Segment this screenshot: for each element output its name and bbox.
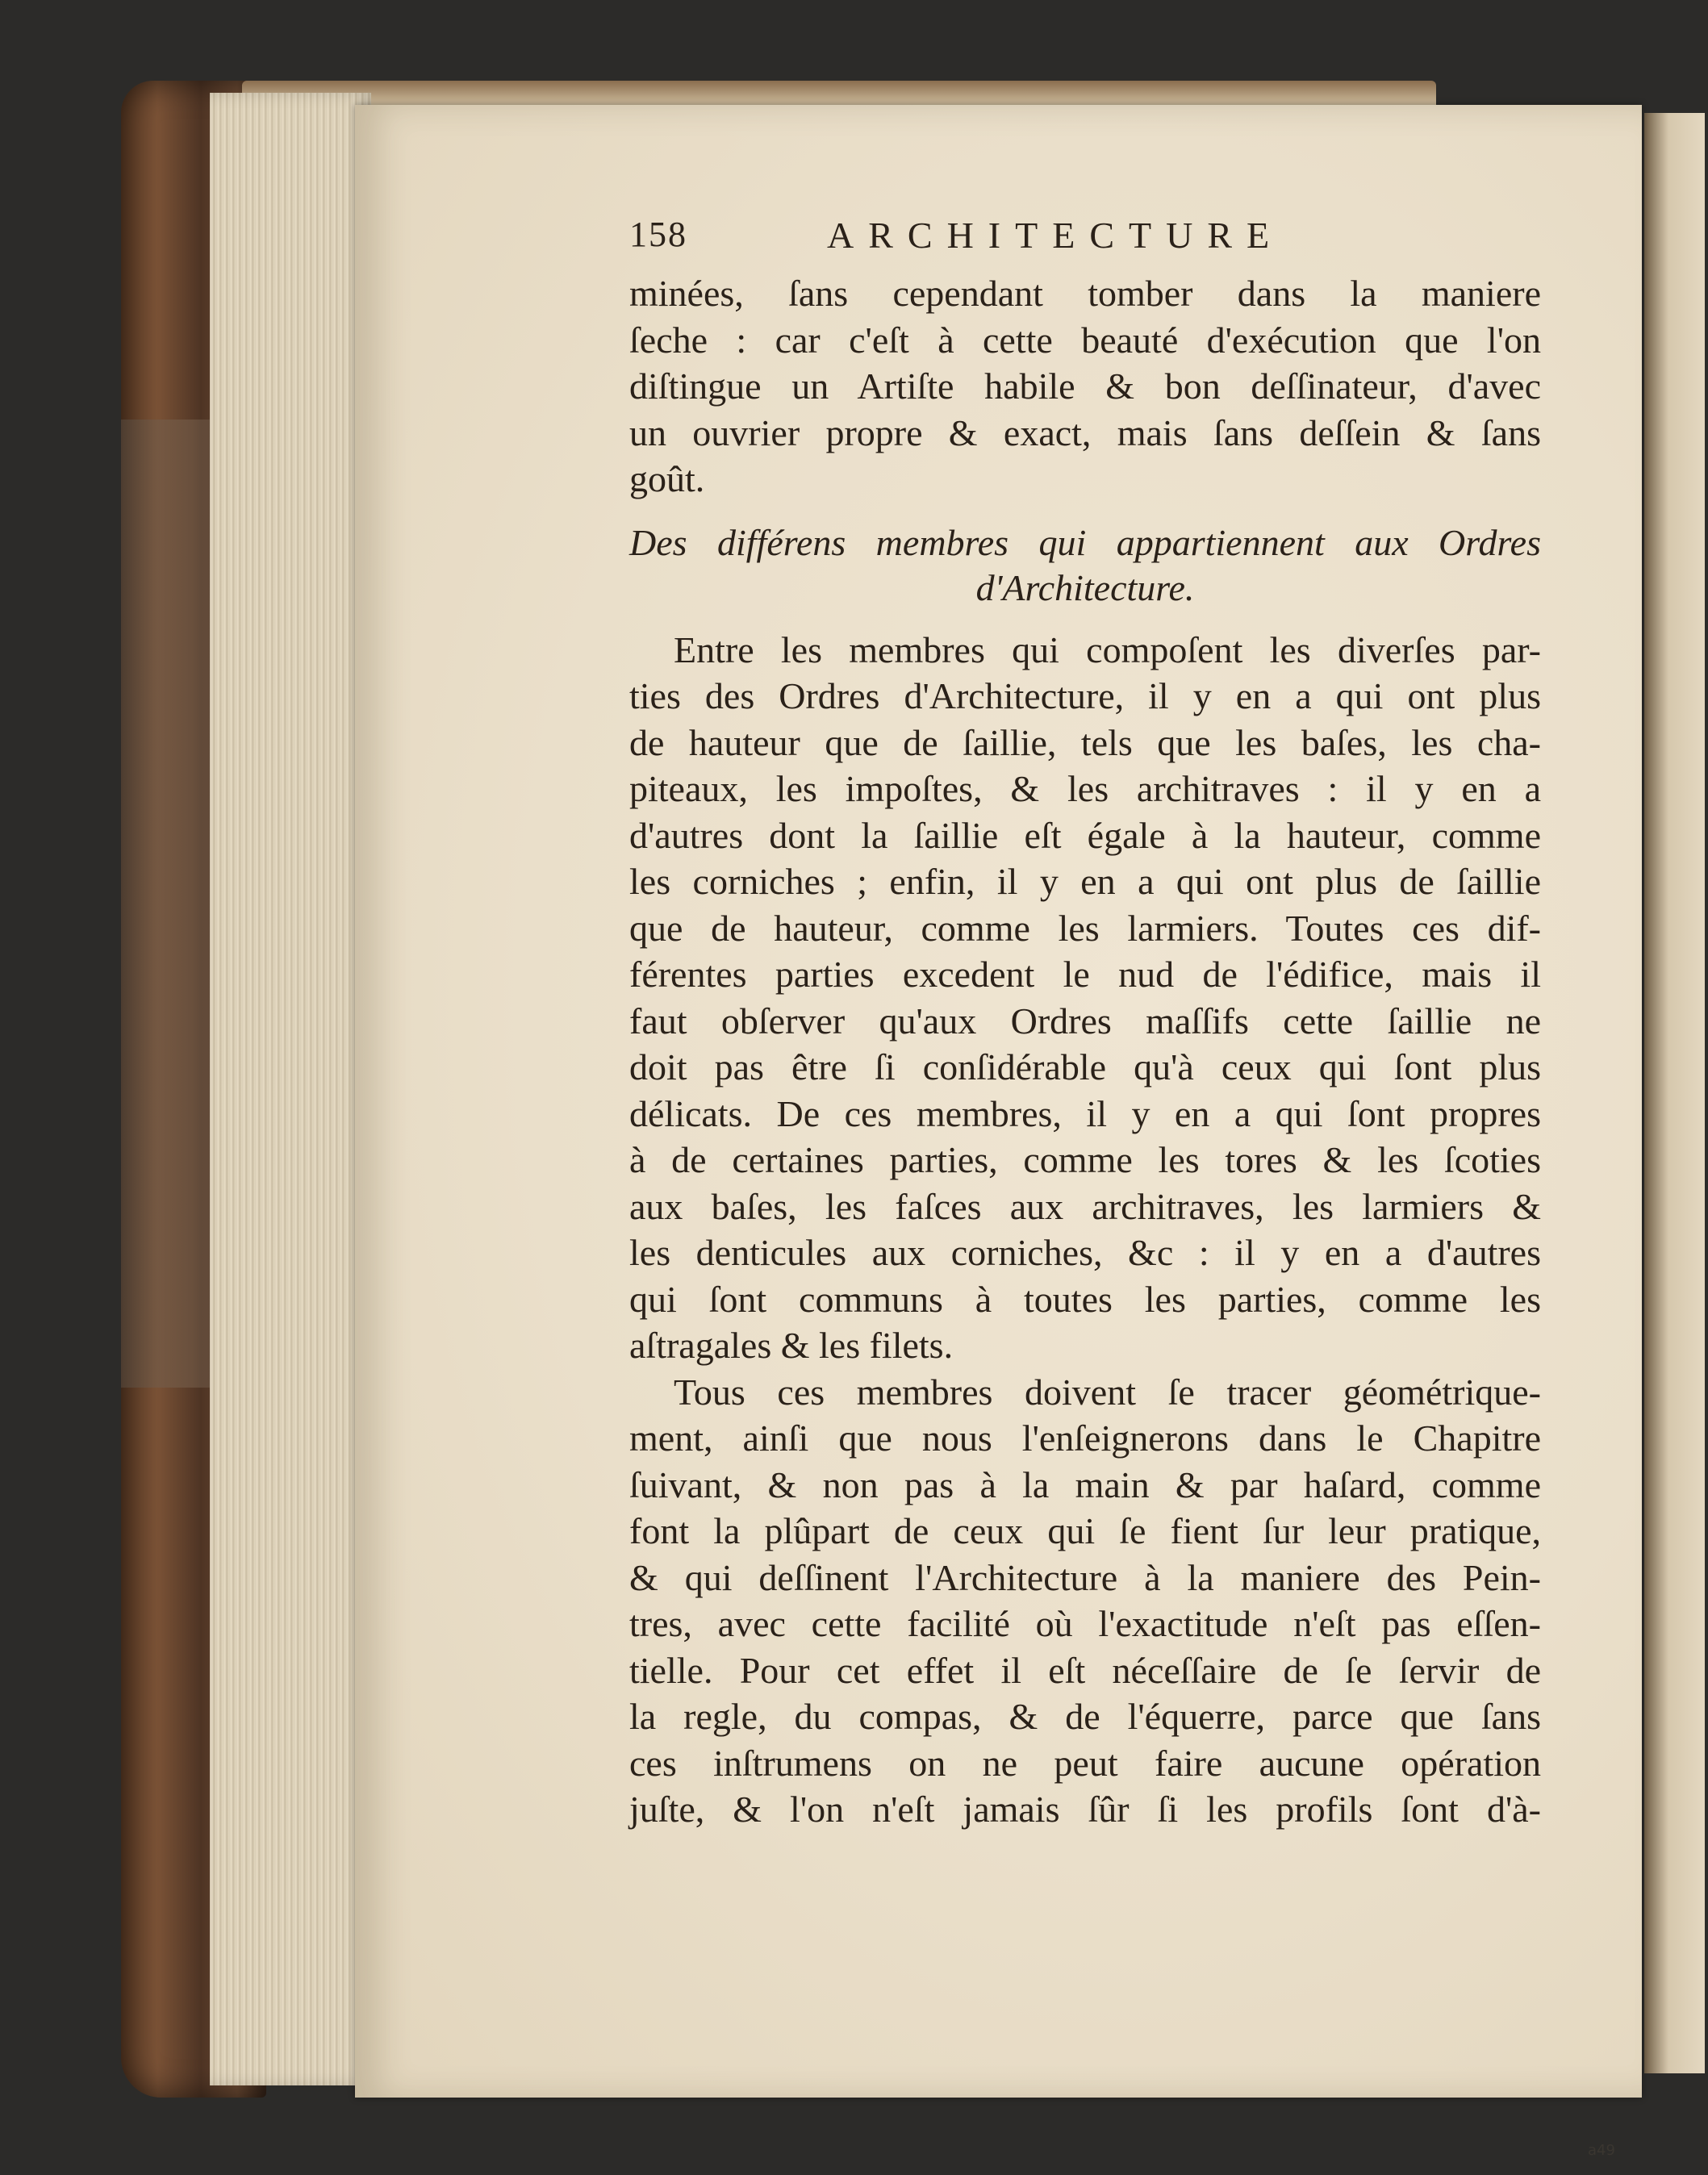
text-line: férentes parties excedent le nud de l'édifice, mais il <box>629 954 1541 995</box>
opening-paragraph <box>629 270 1541 503</box>
text-line: ces inſtrumens on ne peut faire aucune opération <box>629 1742 1541 1784</box>
text-line: ties des Ordres d'Architecture, il y en a qui ont plus <box>629 675 1541 716</box>
text-line: minées, ſans cependant tomber dans la maniere <box>629 273 1541 314</box>
text-line: qui ſont communs à toutes les parties, comme les <box>629 1278 1541 1320</box>
text-line: à de certaines parties, comme les tores & les ſcoties <box>629 1139 1541 1180</box>
text-line: de hauteur que de ſaillie, tels que les baſes, les cha- <box>629 721 1541 763</box>
text-line: piteaux, les impoſtes, & les architraves : il y en a <box>629 768 1541 809</box>
text-line: & qui deſſinent l'Architecture à la maniere des Pein- <box>629 1556 1541 1598</box>
paragraph-1 <box>629 627 1541 1369</box>
text-line: que de hauteur, comme les larmiers. Toutes ces dif- <box>629 907 1541 949</box>
page-text <box>629 214 1541 1833</box>
text-line: diſtingue un Artiſte habile & bon deſſinateur, d'avec <box>629 365 1541 407</box>
heading-line: Des différens membres qui appartiennent aux Ordres <box>629 521 1541 563</box>
next-page-edge <box>1644 113 1705 2073</box>
text-line: ſeche : car c'eſt à cette beauté d'exécution que l'on <box>629 319 1541 361</box>
text-line: ſuivant, & non pas à la main & par haſard, comme <box>629 1463 1541 1505</box>
text-line: aux baſes, les faſces aux architraves, les larmiers & <box>629 1185 1541 1227</box>
text-line: délicats. De ces membres, il y en a qui ſont propres <box>629 1092 1541 1134</box>
running-head <box>629 214 1541 270</box>
text-line: les corniches ; enfin, il y en a qui ont plus de ſaillie <box>629 861 1541 902</box>
running-title: ARCHITECTURE <box>827 215 1284 256</box>
text-line: Tous ces membres doivent ſe tracer géométrique- <box>674 1371 1541 1413</box>
text-line: goût. <box>629 458 705 499</box>
text-line: ment, ainſi que nous l'enſeignerons dans le Chapitre <box>629 1417 1541 1459</box>
text-line: la regle, du compas, & de l'équerre, parce que ſans <box>629 1696 1541 1737</box>
text-line: un ouvrier propre & exact, mais ſans deſſein & ſans <box>629 411 1541 453</box>
page-number: 158 <box>629 215 687 254</box>
text-line: juſte, & l'on n'eſt jamais ſûr ſi les profils ſont d'à- <box>629 1789 1541 1830</box>
text-line: tielle. Pour cet effet il eſt néceſſaire de ſe ſervir de <box>629 1649 1541 1691</box>
text-line: d'autres dont la ſaillie eſt égale à la hauteur, comme <box>629 814 1541 856</box>
text-line: aſtragales & les filets. <box>629 1325 954 1366</box>
text-line: doit pas être ſi conſidérable qu'à ceux qui ſont plus <box>629 1046 1541 1088</box>
page-edges-top <box>242 81 1436 105</box>
section-heading <box>629 520 1541 611</box>
paragraph-2 <box>629 1369 1541 1833</box>
text-line: tres, avec cette facilité où l'exactitude n'eſt pas eſſen- <box>629 1603 1541 1644</box>
page-edges <box>210 93 371 2085</box>
heading-line: d'Architecture. <box>975 566 1195 608</box>
text-line: Entre les membres qui compoſent les diverſes par- <box>674 628 1541 670</box>
library-mark: a49 <box>1588 2142 1615 2159</box>
text-line: faut obſerver qu'aux Ordres maſſifs cette ſaillie ne <box>629 1000 1541 1042</box>
text-line: font la plûpart de ceux qui ſe fient ſur leur pratique, <box>629 1510 1541 1551</box>
text-line: les denticules aux corniches, &c : il y en a d'autres <box>629 1232 1541 1273</box>
